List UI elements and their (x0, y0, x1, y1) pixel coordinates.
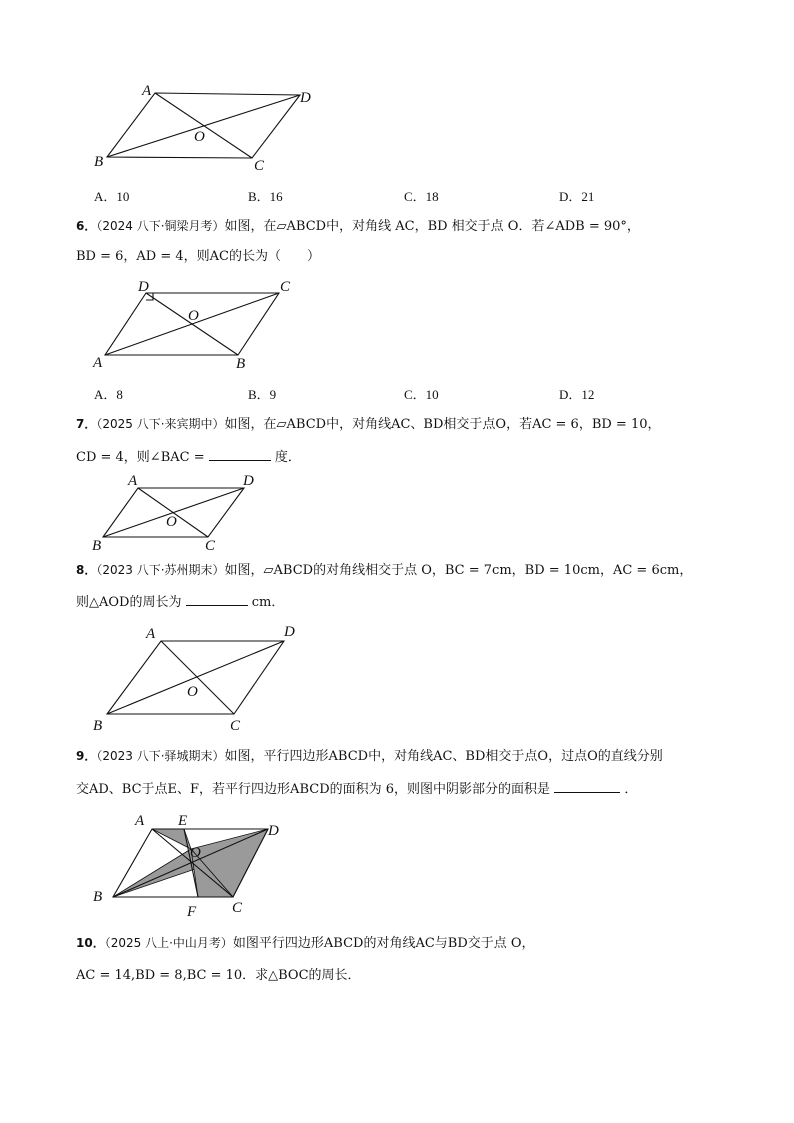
question-source: （2025 八上·中山月考） (104, 936, 233, 950)
vertex-label-d: D (300, 90, 311, 106)
vertex-label-o: O (188, 308, 199, 324)
vertex-label-b: B (93, 718, 103, 734)
vertex-label-o: O (187, 684, 198, 700)
answer-options-q5 (94, 186, 714, 206)
answer-blank[interactable] (186, 591, 248, 606)
option-b: B．9 (248, 387, 277, 402)
vertex-label-b: B (236, 356, 246, 372)
option-d: D．12 (559, 387, 595, 402)
question-text: cm． (251, 595, 285, 610)
answer-blank[interactable] (209, 446, 271, 461)
vertex-label-c: C (232, 900, 243, 916)
question-6-line-2 (76, 247, 320, 267)
vertex-label-c: C (205, 538, 216, 554)
vertex-label-a: A (146, 626, 156, 642)
question-source: （2023 八下·苏州期末） (96, 563, 225, 577)
vertex-label-e: E (178, 813, 188, 829)
vertex-label-c: C (230, 718, 241, 734)
question-text: CD = 4，则∠BAC = (76, 450, 205, 465)
question-number: 7 (76, 417, 85, 431)
option-a: A．10 (94, 189, 130, 204)
question-10-line-1: 10．（2025 八上·中山月考）如图平行四边形ABCD的对角线AC与BD交于点 O， (76, 936, 535, 951)
question-number: 10 (76, 936, 93, 950)
question-source: （2024 八下·铜梁月考） (96, 219, 225, 233)
parallelogram-figure-q5 (0, 0, 794, 180)
option-c: C．10 (404, 387, 439, 402)
vertex-label-f: F (187, 904, 197, 920)
parallelogram-figure-q6 (0, 270, 794, 380)
question-text: 如图，平行四边形ABCD中，对角线AC、BD相交于点O，过点O的直线分别 (224, 749, 663, 764)
answer-blank[interactable] (554, 778, 620, 793)
question-text: 度． (274, 450, 301, 465)
option-b: B．16 (248, 189, 283, 204)
vertex-label-o: O (194, 129, 205, 145)
question-10-line-2 (76, 966, 361, 986)
question-text: 则△AOD的周长为 (76, 595, 182, 610)
vertex-label-a: A (135, 813, 145, 829)
vertex-label-b: B (92, 538, 102, 554)
vertex-label-a: A (93, 355, 103, 371)
question-text: 如图，▱ABCD的对角线相交于点 O，BC = 7cm，BD = 10cm，AC = 6cm， (224, 563, 693, 578)
question-text: AC = 14,BD = 8,BC = 10．求△BOC的周长． (76, 968, 361, 983)
vertex-label-o: O (166, 514, 177, 530)
vertex-label-d: D (268, 823, 279, 839)
option-c: C．18 (404, 189, 439, 204)
vertex-label-a: A (128, 473, 138, 489)
question-text: 如图平行四边形ABCD的对角线AC与BD交于点 O， (232, 936, 535, 951)
vertex-label-b: B (94, 154, 104, 170)
vertex-label-d: D (243, 473, 254, 489)
question-text: 如图，在▱ABCD中，对角线AC、BD相交于点O，若AC = 6，BD = 10， (224, 417, 661, 432)
question-8-line-1: 8．（2023 八下·苏州期末）如图，▱ABCD的对角线相交于点 O，BC = 7cm，BD = 10cm，AC = 6cm， (76, 563, 693, 578)
parallelogram-figure-q9 (0, 805, 794, 925)
question-text: 交AD、BC于点E、F，若平行四边形ABCD的面积为 6，则图中阴影部分的面积是 (76, 782, 551, 797)
parallelogram-figure-q8 (0, 620, 794, 740)
question-source: （2025 八下·来宾期中） (96, 417, 225, 431)
vertex-label-d: D (284, 624, 295, 640)
question-source: （2023 八下·驿城期末） (96, 749, 225, 763)
question-number: 6 (76, 219, 85, 233)
vertex-label-d: D (138, 279, 149, 295)
question-9-line-1: 9．（2023 八下·驿城期末）如图，平行四边形ABCD中，对角线AC、BD相交于点O，过点O的直线分别 (76, 749, 663, 764)
question-text: BD = 6，AD = 4，则AC的长为（ ） (76, 249, 320, 264)
parallelogram-figure-q7 (0, 470, 794, 555)
answer-options-q6 (94, 384, 714, 404)
question-9-line-2 (76, 778, 637, 800)
question-text: ． (624, 782, 638, 797)
question-7-line-2 (76, 446, 301, 468)
question-6-line-1: 6．（2024 八下·铜梁月考）如图，在▱ABCD中，对角线 AC，BD 相交于点 O．若∠ADB = 90°， (76, 219, 640, 234)
option-d: D．21 (559, 189, 595, 204)
question-8-line-2 (76, 591, 284, 613)
vertex-label-a: A (142, 83, 152, 99)
question-7-line-1: 7．（2025 八下·来宾期中）如图，在▱ABCD中，对角线AC、BD相交于点O，若AC = 6，BD = 10， (76, 417, 661, 432)
question-number: 9 (76, 749, 85, 763)
vertex-label-c: C (254, 158, 265, 174)
option-a: A．8 (94, 387, 123, 402)
question-text: 如图，在▱ABCD中，对角线 AC，BD 相交于点 O．若∠ADB = 90°， (224, 219, 640, 234)
vertex-label-c: C (280, 279, 291, 295)
question-number: 8 (76, 563, 85, 577)
vertex-label-b: B (93, 889, 103, 905)
vertex-label-o: O (190, 845, 201, 861)
